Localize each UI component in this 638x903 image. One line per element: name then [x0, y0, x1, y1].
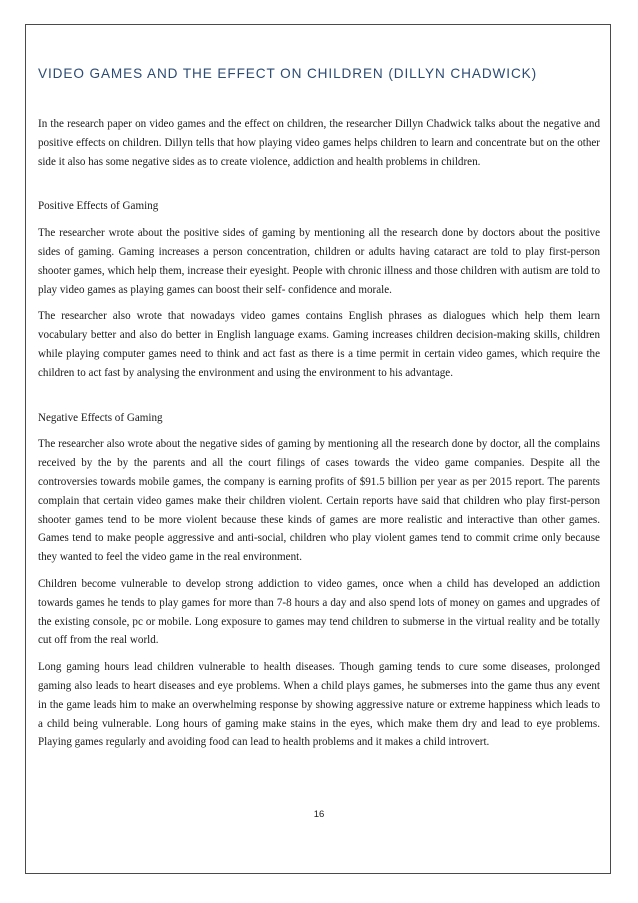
negative-paragraph-2: Children become vulnerable to develop strong addiction to video games, once when a child has developed an addiction towards games he tends to play games for more than 7-8 hours a day and also spend lots of money on games and upgrades of the existing console, pc or mobile. Long exposure to games may tend children to submerse in the virtual reality and be totally cut off from the real world. — [38, 577, 600, 647]
positive-paragraph-2: The researcher also wrote that nowadays video games contains English phrases as dialogues which help them learn vocabulary better and also do better in English language exams. Gaming increases children decision-making skills, children while playing computer games need to think and act fast as there is a time permit in certain video games, which require the children to act fast by analysing the environment and using the environment to his advantage. — [38, 310, 600, 379]
negative-paragraph-3: Long gaming hours lead children vulnerable to health diseases. Though gaming tends to cure some diseases, prolonged gaming also leads to heart diseases and eye problems. When a child plays games, he submerses into the game thus any event in the game leads him to make an overwhelming response by showing aggressive nature or extreme happiness which leads to a child being vulnerable. Long hours of gaming make stains in the eyes, which make them dry and lead to eye problems. Playing games regularly and avoiding food can lead to health problems and it makes a child introvert. — [38, 661, 600, 749]
negative-effects-heading: Negative Effects of Gaming — [38, 411, 163, 424]
document-title: VIDEO GAMES AND THE EFFECT ON CHILDREN (DILLYN CHADWICK) — [38, 66, 538, 81]
page-number: 16 — [313, 809, 325, 820]
positive-effects-heading: Positive Effects of Gaming — [38, 200, 159, 213]
intro-paragraph: In the research paper on video games and the effect on children, the researcher Dillyn Chadwick talks about the negative and positive effects on children. Dillyn tells that how playing video games helps children to learn and concentrate but on the other side it also has some negative sides as to create violence, addiction and health problems in children. — [38, 118, 600, 168]
negative-paragraph-1: The researcher also wrote about the negative sides of gaming by mentioning all the research done by doctor, all the complains received by the by the parents and all the court filings of cases towards the video game companies. Despite all the controversies towards mobile games, the company is earning profits of $91.5 billion per year as per 2015 report. The parents complain that certain video games make their children violent. Certain reports have said that children who play first-person shooter games tend to be more violent because these kinds of games are more realistic and interactive than other games. Games tend to make people aggressive and anti-social, children who play violent games tend to commit crime only because they wanted to feel the video game in the real environment. — [38, 438, 600, 564]
document-body — [38, 115, 600, 760]
positive-paragraph-1: The researcher wrote about the positive sides of gaming by mentioning all the research done by doctors about the positive sides of gaming. Gaming increases a person concentration, children or adults having cataract are told to play first-person shooter games, which help them, increase their eyesight. People with chronic illness and those children with autism are told to play video games as playing games can boost their self- confidence and morale. — [38, 227, 600, 296]
